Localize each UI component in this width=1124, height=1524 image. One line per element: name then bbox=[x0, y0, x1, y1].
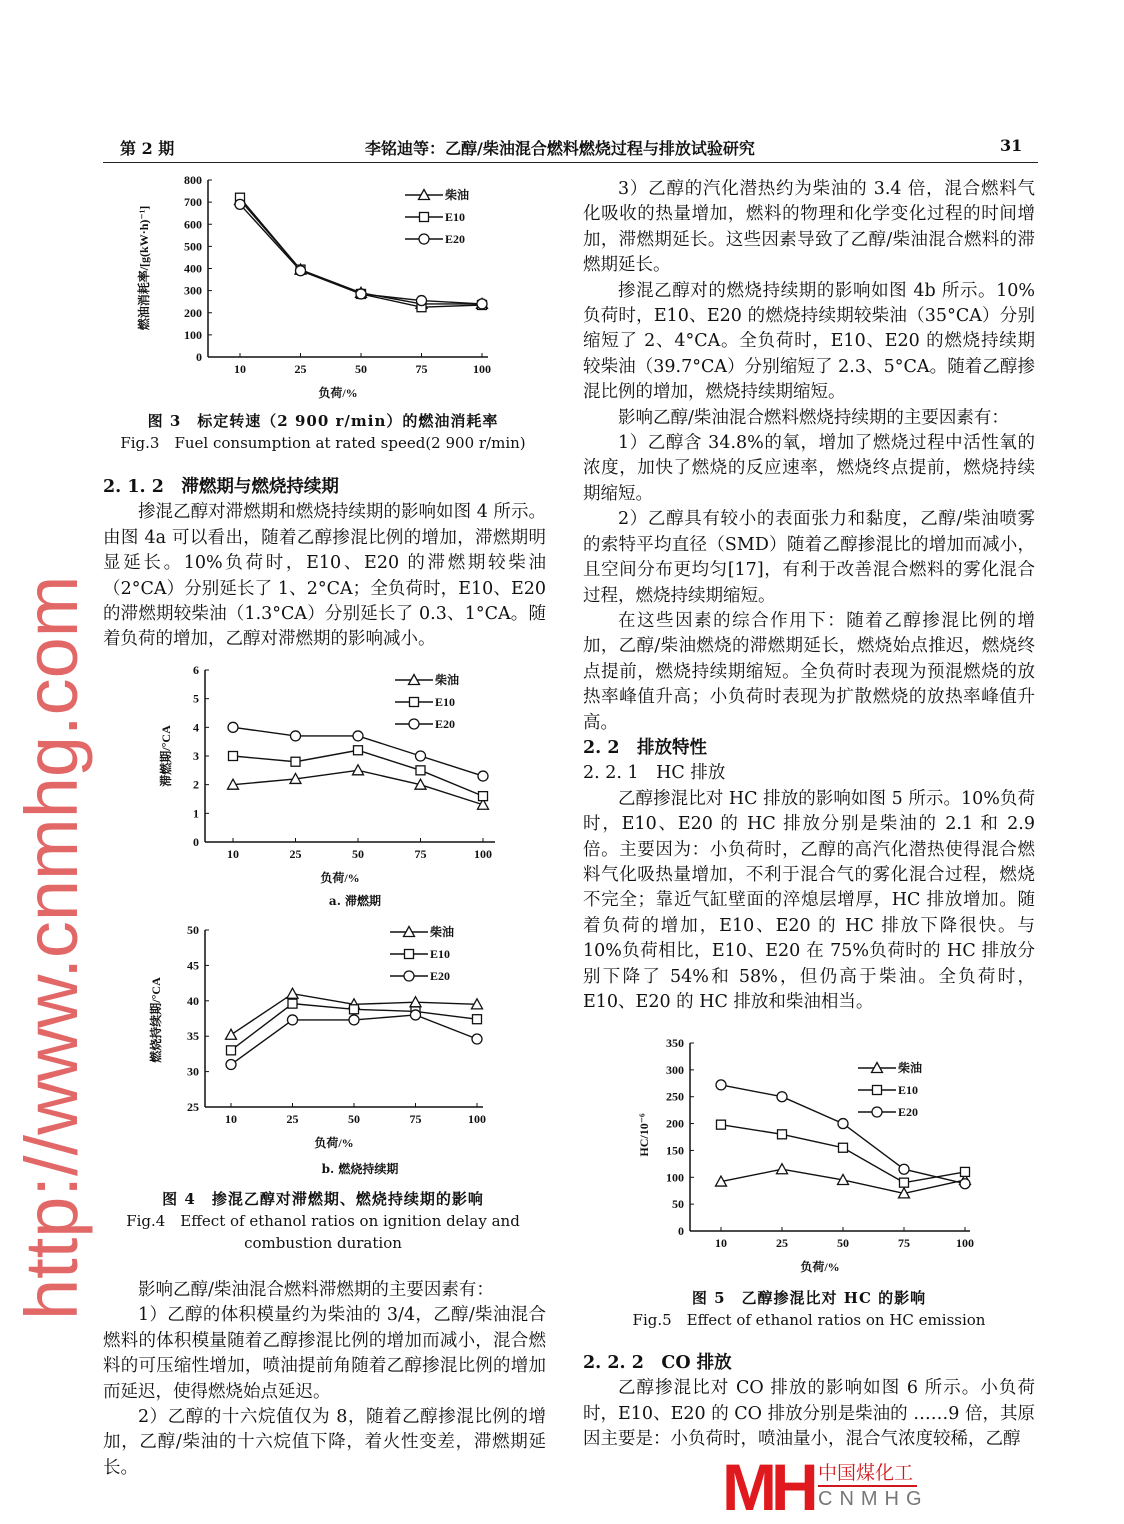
x-axis-label: 负荷/% bbox=[318, 386, 358, 400]
legend-label: 柴油 bbox=[445, 188, 470, 202]
legend-circle-marker bbox=[409, 719, 419, 729]
legend-label: E10 bbox=[445, 210, 466, 224]
legend-label: E20 bbox=[435, 717, 456, 731]
logo-cn-text: 中国煤化工 bbox=[818, 1458, 917, 1487]
data-point-triangle-marker bbox=[287, 988, 298, 998]
y-tick-label: 45 bbox=[187, 958, 199, 973]
y-tick-label: 0 bbox=[196, 350, 202, 364]
x-axis-label: 负荷/% bbox=[800, 1260, 840, 1274]
fig4b-subcaption: b. 燃烧持续期 bbox=[321, 1162, 399, 1176]
x-tick-label: 25 bbox=[286, 1112, 299, 1126]
data-point-circle-marker bbox=[235, 199, 245, 209]
data-point-square-marker bbox=[473, 1015, 482, 1024]
paragraph: 掺混乙醇对滞燃期和燃烧持续期的影响如图 4 所示。由图 4a 可以看出，随着乙醇掺混比例的增加，滞燃期明显延长。10%负荷时，E10、E20 的滞燃期较柴油（2°CA）分别延长了 1、2°CA；全负荷时，E10、E20 的滞燃期较柴油（1.3°CA）分别延长了 0.3、1°CA。随着负荷的增加，乙醇对滞燃期的影响减小。 bbox=[103, 502, 546, 650]
data-point-circle-marker bbox=[477, 299, 487, 309]
right-text-block-1 bbox=[583, 177, 1035, 1015]
fig4-caption-en: Fig.4 Effect of ethanol ratios on ignition delay and combustion duration bbox=[126, 1212, 520, 1252]
paragraph: 影响乙醇/柴油混合燃料燃烧持续期的主要因素有： bbox=[618, 407, 1009, 428]
paragraph: 1）乙醇含 34.8%的氧，增加了燃烧过程中活性氧的浓度，加快了燃烧的反应速率，燃烧终点提前，燃烧持续期缩短。 bbox=[583, 433, 1035, 504]
legend-label: E20 bbox=[445, 232, 466, 246]
x-tick-label: 75 bbox=[898, 1236, 910, 1250]
y-axis-label: 燃烧持续期/°CA bbox=[149, 977, 163, 1063]
y-tick-label: 3 bbox=[193, 749, 199, 763]
data-point-circle-marker bbox=[296, 266, 306, 276]
left-text-block-1 bbox=[103, 475, 546, 653]
y-tick-label: 100 bbox=[666, 1170, 684, 1185]
fig4-caption-cn: 图 4 掺混乙醇对滞燃期、燃烧持续期的影响 bbox=[162, 1190, 484, 1208]
data-point-triangle-marker bbox=[777, 1164, 788, 1174]
running-title: 李铭迪等：乙醇/柴油混合燃料燃烧过程与排放试验研究 bbox=[365, 139, 755, 158]
paragraph: 1）乙醇的体积模量约为柴油的 3/4，乙醇/柴油混合燃料的体积模量随着乙醇掺混比例的增加而减小，混合燃料的可压缩性增加，喷油提前角随着乙醇掺混比例的增加而延迟，使得燃烧始点延迟。 bbox=[103, 1305, 546, 1402]
right-text-block-2 bbox=[583, 1351, 1035, 1453]
y-tick-label: 4 bbox=[193, 720, 199, 735]
data-point-square-marker bbox=[350, 1005, 359, 1014]
data-point-triangle-marker bbox=[353, 765, 364, 775]
series-line-E20 bbox=[721, 1085, 965, 1184]
fig5-caption-cn: 图 5 乙醇掺混比对 HC 的影响 bbox=[691, 1289, 927, 1307]
data-point-circle-marker bbox=[288, 1015, 298, 1025]
y-tick-label: 200 bbox=[666, 1116, 684, 1131]
data-point-triangle-marker bbox=[226, 1029, 237, 1039]
y-tick-label: 25 bbox=[187, 1100, 199, 1114]
data-point-circle-marker bbox=[960, 1179, 970, 1189]
x-tick-label: 100 bbox=[468, 1112, 486, 1126]
legend-circle-marker bbox=[404, 971, 414, 981]
paragraph: 2）乙醇的十六烷值仅为 8，随着乙醇掺混比例的增加，乙醇/柴油的十六烷值下降，着火性变差，滞燃期延长。 bbox=[103, 1407, 546, 1478]
data-point-circle-marker bbox=[472, 1034, 482, 1044]
data-point-square-marker bbox=[354, 746, 363, 755]
y-tick-label: 5 bbox=[193, 691, 199, 706]
data-point-square-marker bbox=[288, 999, 297, 1008]
page-number: 31 bbox=[1000, 136, 1023, 155]
x-tick-label: 100 bbox=[956, 1236, 974, 1250]
y-tick-label: 50 bbox=[187, 923, 199, 937]
section-2-1-2-heading: 2. 1. 2 滞燃期与燃烧持续期 bbox=[103, 477, 339, 497]
y-tick-label: 0 bbox=[193, 835, 199, 849]
data-point-square-marker bbox=[717, 1120, 726, 1129]
y-tick-label: 250 bbox=[666, 1089, 684, 1104]
data-point-circle-marker bbox=[716, 1080, 726, 1090]
legend-square-marker bbox=[873, 1086, 882, 1095]
x-tick-label: 50 bbox=[352, 847, 364, 861]
y-tick-label: 800 bbox=[184, 173, 202, 187]
fig3-chart bbox=[130, 170, 520, 405]
x-tick-label: 50 bbox=[355, 362, 367, 376]
legend-label: E20 bbox=[430, 969, 451, 983]
y-tick-label: 300 bbox=[666, 1062, 684, 1077]
watermark-url: http://www.cnmhg.com bbox=[10, 575, 93, 1320]
fig5-caption bbox=[583, 1287, 1035, 1331]
data-point-circle-marker bbox=[291, 731, 301, 741]
data-point-circle-marker bbox=[478, 771, 488, 781]
legend-label: E10 bbox=[435, 695, 456, 709]
paragraph: 乙醇掺混比对 CO 排放的影响如图 6 所示。小负荷时，E10、E20 的 CO 排放分别是柴油的 ……9 倍，其原因主要是：小负荷时，喷油量小，混合气浓度较稀，乙醇 bbox=[583, 1378, 1035, 1450]
y-tick-label: 35 bbox=[187, 1029, 199, 1044]
y-tick-label: 100 bbox=[184, 327, 202, 342]
data-point-square-marker bbox=[961, 1167, 970, 1176]
paragraph: 掺混乙醇对的燃烧持续期的影响如图 4b 所示。10%负荷时，E10、E20 的燃烧持续期较柴油（35°CA）分别缩短了 2、4°CA。全负荷时，E10、E20 的燃烧持续期较柴油（39.7°CA）分别缩短了 2.3、5°CA。随着乙醇掺混比例的增加，燃烧持续期缩短。 bbox=[583, 280, 1035, 403]
data-point-square-marker bbox=[778, 1130, 787, 1139]
data-point-circle-marker bbox=[416, 751, 426, 761]
x-tick-label: 10 bbox=[227, 847, 239, 861]
y-axis-label: 燃油消耗率/[g(kW·h)⁻¹] bbox=[137, 205, 151, 331]
x-tick-label: 75 bbox=[409, 1112, 422, 1126]
x-tick-label: 25 bbox=[289, 847, 302, 861]
fig3-caption-cn: 图 3 标定转速（2 900 r/min）的燃油消耗率 bbox=[147, 412, 499, 430]
data-point-square-marker bbox=[291, 757, 300, 766]
data-point-square-marker bbox=[479, 792, 488, 801]
y-tick-label: 0 bbox=[678, 1224, 684, 1238]
data-point-circle-marker bbox=[349, 1015, 359, 1025]
issue-number: 第 2 期 bbox=[120, 139, 175, 158]
y-tick-label: 150 bbox=[666, 1143, 684, 1158]
x-tick-label: 10 bbox=[234, 362, 246, 376]
y-axis-label: HC/10⁻⁶ bbox=[637, 1113, 651, 1157]
paragraph: 3）乙醇的汽化潜热约为柴油的 3.4 倍，混合燃料气化吸收的热量增加，燃料的物理和化学变化过程的时间增加，滞燃期延长。这些因素导致了乙醇/柴油混合燃料的滞燃期延长。 bbox=[583, 179, 1035, 276]
section-2-2-heading: 2. 2 排放特性 bbox=[583, 737, 708, 758]
legend-circle-marker bbox=[872, 1107, 882, 1117]
legend-square-marker bbox=[410, 698, 419, 707]
logo-en-text: CNMHG bbox=[818, 1488, 929, 1510]
data-point-square-marker bbox=[900, 1178, 909, 1187]
data-point-circle-marker bbox=[356, 289, 366, 299]
y-tick-label: 2 bbox=[193, 777, 199, 792]
y-axis-label: 滞燃期/°CA bbox=[159, 725, 173, 787]
y-tick-label: 400 bbox=[184, 261, 202, 276]
cnmhg-logo bbox=[722, 1450, 1032, 1524]
section-2-2-2-heading: 2. 2. 2 CO 排放 bbox=[583, 1353, 732, 1373]
y-tick-label: 350 bbox=[666, 1036, 684, 1050]
x-tick-label: 10 bbox=[715, 1236, 727, 1250]
x-tick-label: 50 bbox=[837, 1236, 849, 1250]
x-axis-label: 负荷/% bbox=[314, 1136, 354, 1150]
data-point-circle-marker bbox=[417, 296, 427, 306]
fig4b-chart bbox=[145, 920, 530, 1160]
legend-label: E10 bbox=[430, 947, 451, 961]
series-line-柴油 bbox=[233, 770, 483, 804]
data-point-circle-marker bbox=[411, 1010, 421, 1020]
legend-circle-marker bbox=[419, 234, 429, 244]
left-text-block-2 bbox=[103, 1278, 546, 1481]
fig4a-chart bbox=[150, 660, 530, 900]
x-tick-label: 50 bbox=[348, 1112, 360, 1126]
y-tick-label: 500 bbox=[184, 239, 202, 254]
x-axis-label: 负荷/% bbox=[320, 871, 360, 885]
data-point-circle-marker bbox=[353, 731, 363, 741]
y-tick-label: 50 bbox=[672, 1197, 684, 1212]
logo-mark: MH bbox=[722, 1450, 813, 1524]
x-tick-label: 75 bbox=[414, 847, 427, 861]
fig3-caption-en: Fig.3 Fuel consumption at rated speed(2 900 r/min) bbox=[120, 434, 526, 452]
data-point-circle-marker bbox=[228, 722, 238, 732]
fig4-caption bbox=[103, 1188, 543, 1254]
y-tick-label: 200 bbox=[184, 305, 202, 320]
paragraph: 在这些因素的综合作用下：随着乙醇掺混比例的增加，乙醇/柴油燃烧的滞燃期延长，燃烧始点推迟，燃烧终点提前，燃烧持续期缩短。全负荷时表现为预混燃烧的放热率峰值升高；小负荷时表现为扩散燃烧的放热率峰值升高。 bbox=[583, 610, 1035, 733]
data-point-circle-marker bbox=[226, 1060, 236, 1070]
y-tick-label: 300 bbox=[184, 283, 202, 298]
y-tick-label: 6 bbox=[193, 663, 199, 677]
data-point-circle-marker bbox=[777, 1092, 787, 1102]
header-rule bbox=[103, 162, 1038, 163]
y-tick-label: 1 bbox=[193, 806, 199, 821]
x-tick-label: 75 bbox=[415, 362, 428, 376]
data-point-square-marker bbox=[227, 1046, 236, 1055]
legend-square-marker bbox=[420, 213, 429, 222]
legend-label: 柴油 bbox=[435, 673, 460, 687]
legend-label: E10 bbox=[898, 1083, 919, 1097]
data-point-square-marker bbox=[416, 766, 425, 775]
y-tick-label: 40 bbox=[187, 993, 199, 1008]
legend-label: E20 bbox=[898, 1105, 919, 1119]
legend-label: 柴油 bbox=[430, 925, 455, 939]
data-point-square-marker bbox=[839, 1143, 848, 1152]
section-2-2-1-heading: 2. 2. 1 HC 排放 bbox=[583, 763, 726, 784]
legend-label: 柴油 bbox=[898, 1061, 923, 1075]
x-tick-label: 25 bbox=[294, 362, 307, 376]
legend-square-marker bbox=[405, 950, 414, 959]
paragraph: 影响乙醇/柴油混合燃料滞燃期的主要因素有： bbox=[138, 1280, 494, 1300]
data-point-circle-marker bbox=[899, 1164, 909, 1174]
y-tick-label: 700 bbox=[184, 195, 202, 210]
x-tick-label: 10 bbox=[225, 1112, 237, 1126]
paragraph: 乙醇掺混比对 HC 排放的影响如图 5 所示。10%负荷时，E10、E20 的 HC 排放分别是柴油的 2.1 和 2.9 倍。主要因为：小负荷时，乙醇的高汽化潜热使得混合燃料气化吸热量增加，不利于混合气的雾化混合过程，燃烧不完全；靠近气缸壁面的淬熄层增厚，HC 排放增加。随着负荷的增加，E10、E20 的 HC 排放下降很快。与 10%负荷相比，E10、E20 在 75%负荷时的 HC 排放分别下降了 54%和 58%，但仍高于柴油。全负荷时，E10、E20 的 HC 排放和柴油相当。 bbox=[583, 788, 1035, 1012]
paragraph: 2）乙醇具有较小的表面张力和黏度，乙醇/柴油喷雾的索特平均直径（SMD）随着乙醇掺混比的增加而减小，且空间分布更均匀[17]，有利于改善混合燃料的雾化混合过程，燃烧持续期缩短。 bbox=[583, 509, 1035, 606]
x-tick-label: 25 bbox=[776, 1236, 788, 1250]
y-tick-label: 600 bbox=[184, 217, 202, 232]
x-tick-label: 100 bbox=[474, 847, 492, 861]
data-point-square-marker bbox=[229, 752, 238, 761]
x-tick-label: 100 bbox=[473, 362, 491, 376]
fig5-caption-en: Fig.5 Effect of ethanol ratios on HC emission bbox=[632, 1311, 986, 1329]
fig5-chart bbox=[630, 1035, 1000, 1280]
fig3-caption bbox=[103, 410, 543, 454]
data-point-circle-marker bbox=[838, 1119, 848, 1129]
fig4a-subcaption: a. 滞燃期 bbox=[328, 894, 382, 908]
y-tick-label: 30 bbox=[187, 1064, 199, 1079]
